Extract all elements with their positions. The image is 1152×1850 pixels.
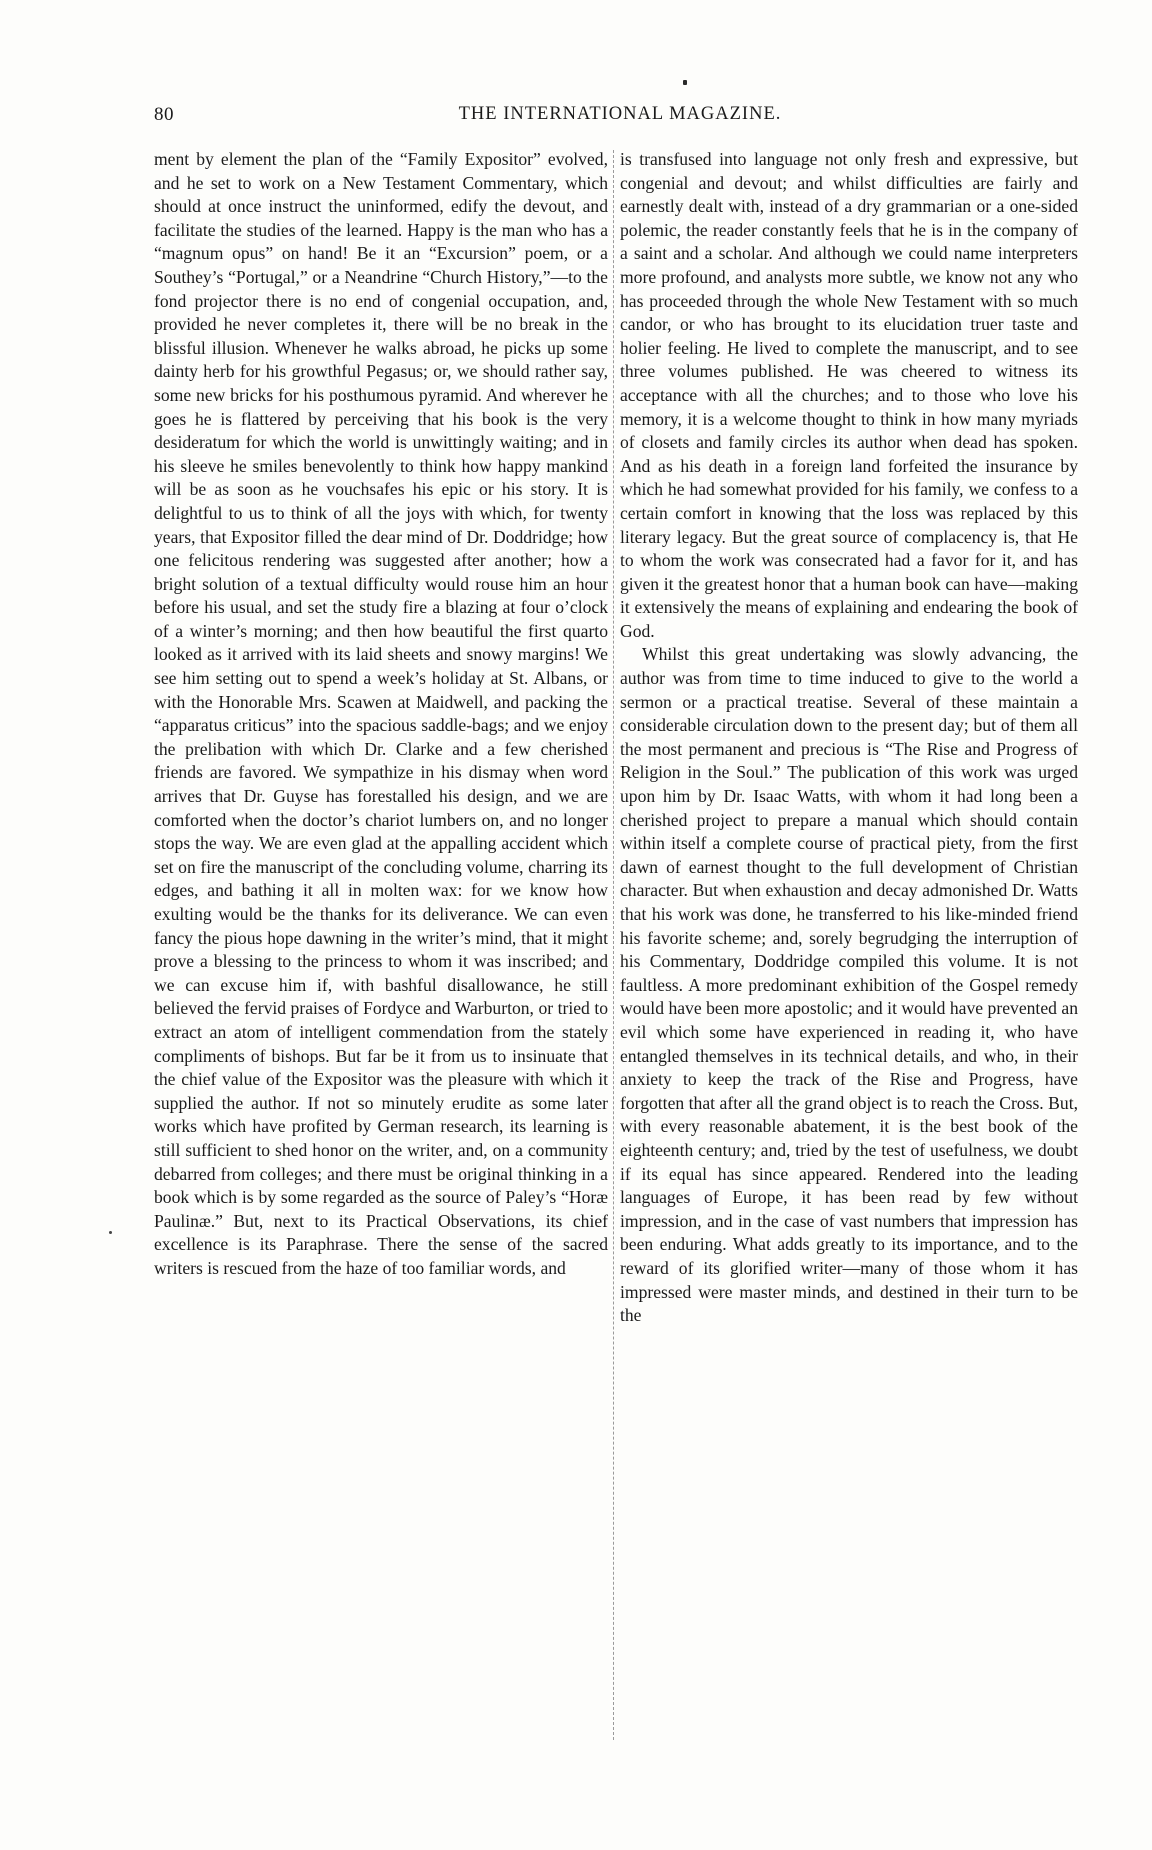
ink-speck [109, 1231, 112, 1234]
page-header [154, 104, 1074, 134]
running-title: THE INTERNATIONAL MAGAZINE. [458, 104, 782, 124]
left-column [154, 148, 608, 1281]
ink-speck [683, 80, 687, 85]
paragraph: Whilst this great undertaking was slowly advancing, the author was from time to time induced to give to the world a sermon or a practical treatise. Several of these maintain a considerable circulation down to the present day; but of them all the most permanent and precious is “The Rise and Progress of Religion in the Soul.” The publication of this work was urged upon him by Dr. Isaac Watts, with whom it had long been a cherished project to prepare a manual which should contain within itself a complete course of practical piety, from the first dawn of earnest thought to the full development of Christian character. But when exhaustion and decay admonished Dr. Watts that his work was done, he transferred to his like-minded friend his favorite scheme; and, sorely begrudging the interruption of his Commentary, Doddridge compiled this volume. It is not faultless. A more predominant exhibition of the Gospel remedy would have been more apostolic; and it would have prevented an evil which some have experienced in reading it, who have entangled themselves in its technical details, and who, in their anxiety to keep the track of the Rise and Progress, have forgotten that after all the grand object is to reach the Cross. But, with every reasonable abatement, it is the best book of the eighteenth century; and, tried by the test of usefulness, we doubt if its equal has since appeared. Rendered into the leading languages of Europe, it has been read by few without impression, and in the case of vast numbers that impression has been enduring. What adds greatly to its importance, and to the reward of its glorified writer—many of those whom it has impressed were master minds, and destined in their turn to be the [620, 644, 1078, 1326]
column-divider [613, 150, 614, 1740]
paragraph: is transfused into language not only fresh and expressive, but congenial and devout; and whilst difficulties are fairly and earnestly dealt with, instead of a dry grammarian or a one-sided polemic, the reader constantly feels that he is in the company of a saint and a scholar. And although we could name interpreters more profound, and analysts more subtle, we know not any who has proceeded through the whole New Testament with so much candor, or who has brought to its elucidation truer taste and holier feeling. He lived to complete the manuscript, and to see three volumes published. He was cheered to witness its acceptance with all the churches; and to those who love his memory, it is a welcome thought to think in how many myriads of closets and family circles its author when dead has spoken. And as his death in a foreign land forfeited the insurance by which he had somewhat provided for his family, we confess to a certain comfort in knowing that the loss was replaced by this literary legacy. But the great source of complacency is, that He to whom the work was consecrated had a favor for it, and has given it the greatest honor that a human book can have—making it extensively the means of explaining and endearing the book of God. [620, 149, 1078, 641]
right-column [620, 148, 1078, 1328]
paragraph: ment by element the plan of the “Family Expositor” evolved, and he set to work on a New Testament Commentary, which should at once instruct the uninformed, edify the devout, and facilitate the studies of the learned. Happy is the man who has a “magnum opus” on hand! Be it an “Excursion” poem, or a Southey’s “Portugal,” or a Neandrine “Church History,”—to the fond projector there is no end of congenial occupation, and, provided he never completes it, there will be no break in the blissful illusion. Whenever he walks abroad, he picks up some dainty herb for his growthful Pegasus; or, we should rather say, some new bricks for his posthumous pyramid. And wherever he goes he is flattered by perceiving that his book is the very desideratum for which the world is unwittingly waiting; and in his sleeve he smiles benevolently to think how happy mankind will be as soon as he vouchsafes his epic or his story. It is delightful to us to think of all the joys with which, for twenty years, that Expositor filled the dear mind of Dr. Doddridge; how one felicitous rendering was suggested after another; how a bright solution of a textual difficulty would rouse him an hour before his usual, and set the study fire a blazing at four o’clock of a winter’s morning; and then how beautiful the first quarto looked as it arrived with its laid sheets and snowy margins! We see him setting out to spend a week’s holiday at St. Albans, or with the Honorable Mrs. Scawen at Maidwell, and packing the “apparatus criticus” into the spacious saddle-bags; and we enjoy the prelibation with which Dr. Clarke and a few cherished friends are favored. We sympathize in his dismay when word arrives that Dr. Guyse has forestalled his design, and we are comforted when the doctor’s chariot lumbers on, and no longer stops the way. We are even glad at the appalling accident which set on fire the manuscript of the concluding volume, charring its edges, and bathing it all in molten wax: for we know how exulting would be the thanks for its deliverance. We can even fancy the pious hope dawning in the writer’s mind, that it might prove a blessing to the princess to whom it was inscribed; and we can excuse him if, with bashful disallowance, he still believed the fervid praises of Fordyce and Warburton, or tried to extract an atom of intelligent commendation from the stately compliments of bishops. But far be it from us to insinuate that the chief value of the Expositor was the pleasure with which it supplied the author. If not so minutely erudite as some later works which have profited by German research, its learning is still sufficient to shed honor on the writer, and, on a community debarred from colleges; and there must be original thinking in a book which is by some regarded as the source of Paley’s “Horæ Paulinæ.” But, next to its Practical Observations, its chief excellence is its Paraphrase. There the sense of the sacred writers is rescued from the haze of too familiar words, and [154, 149, 608, 1278]
page-number: 80 [154, 104, 174, 125]
